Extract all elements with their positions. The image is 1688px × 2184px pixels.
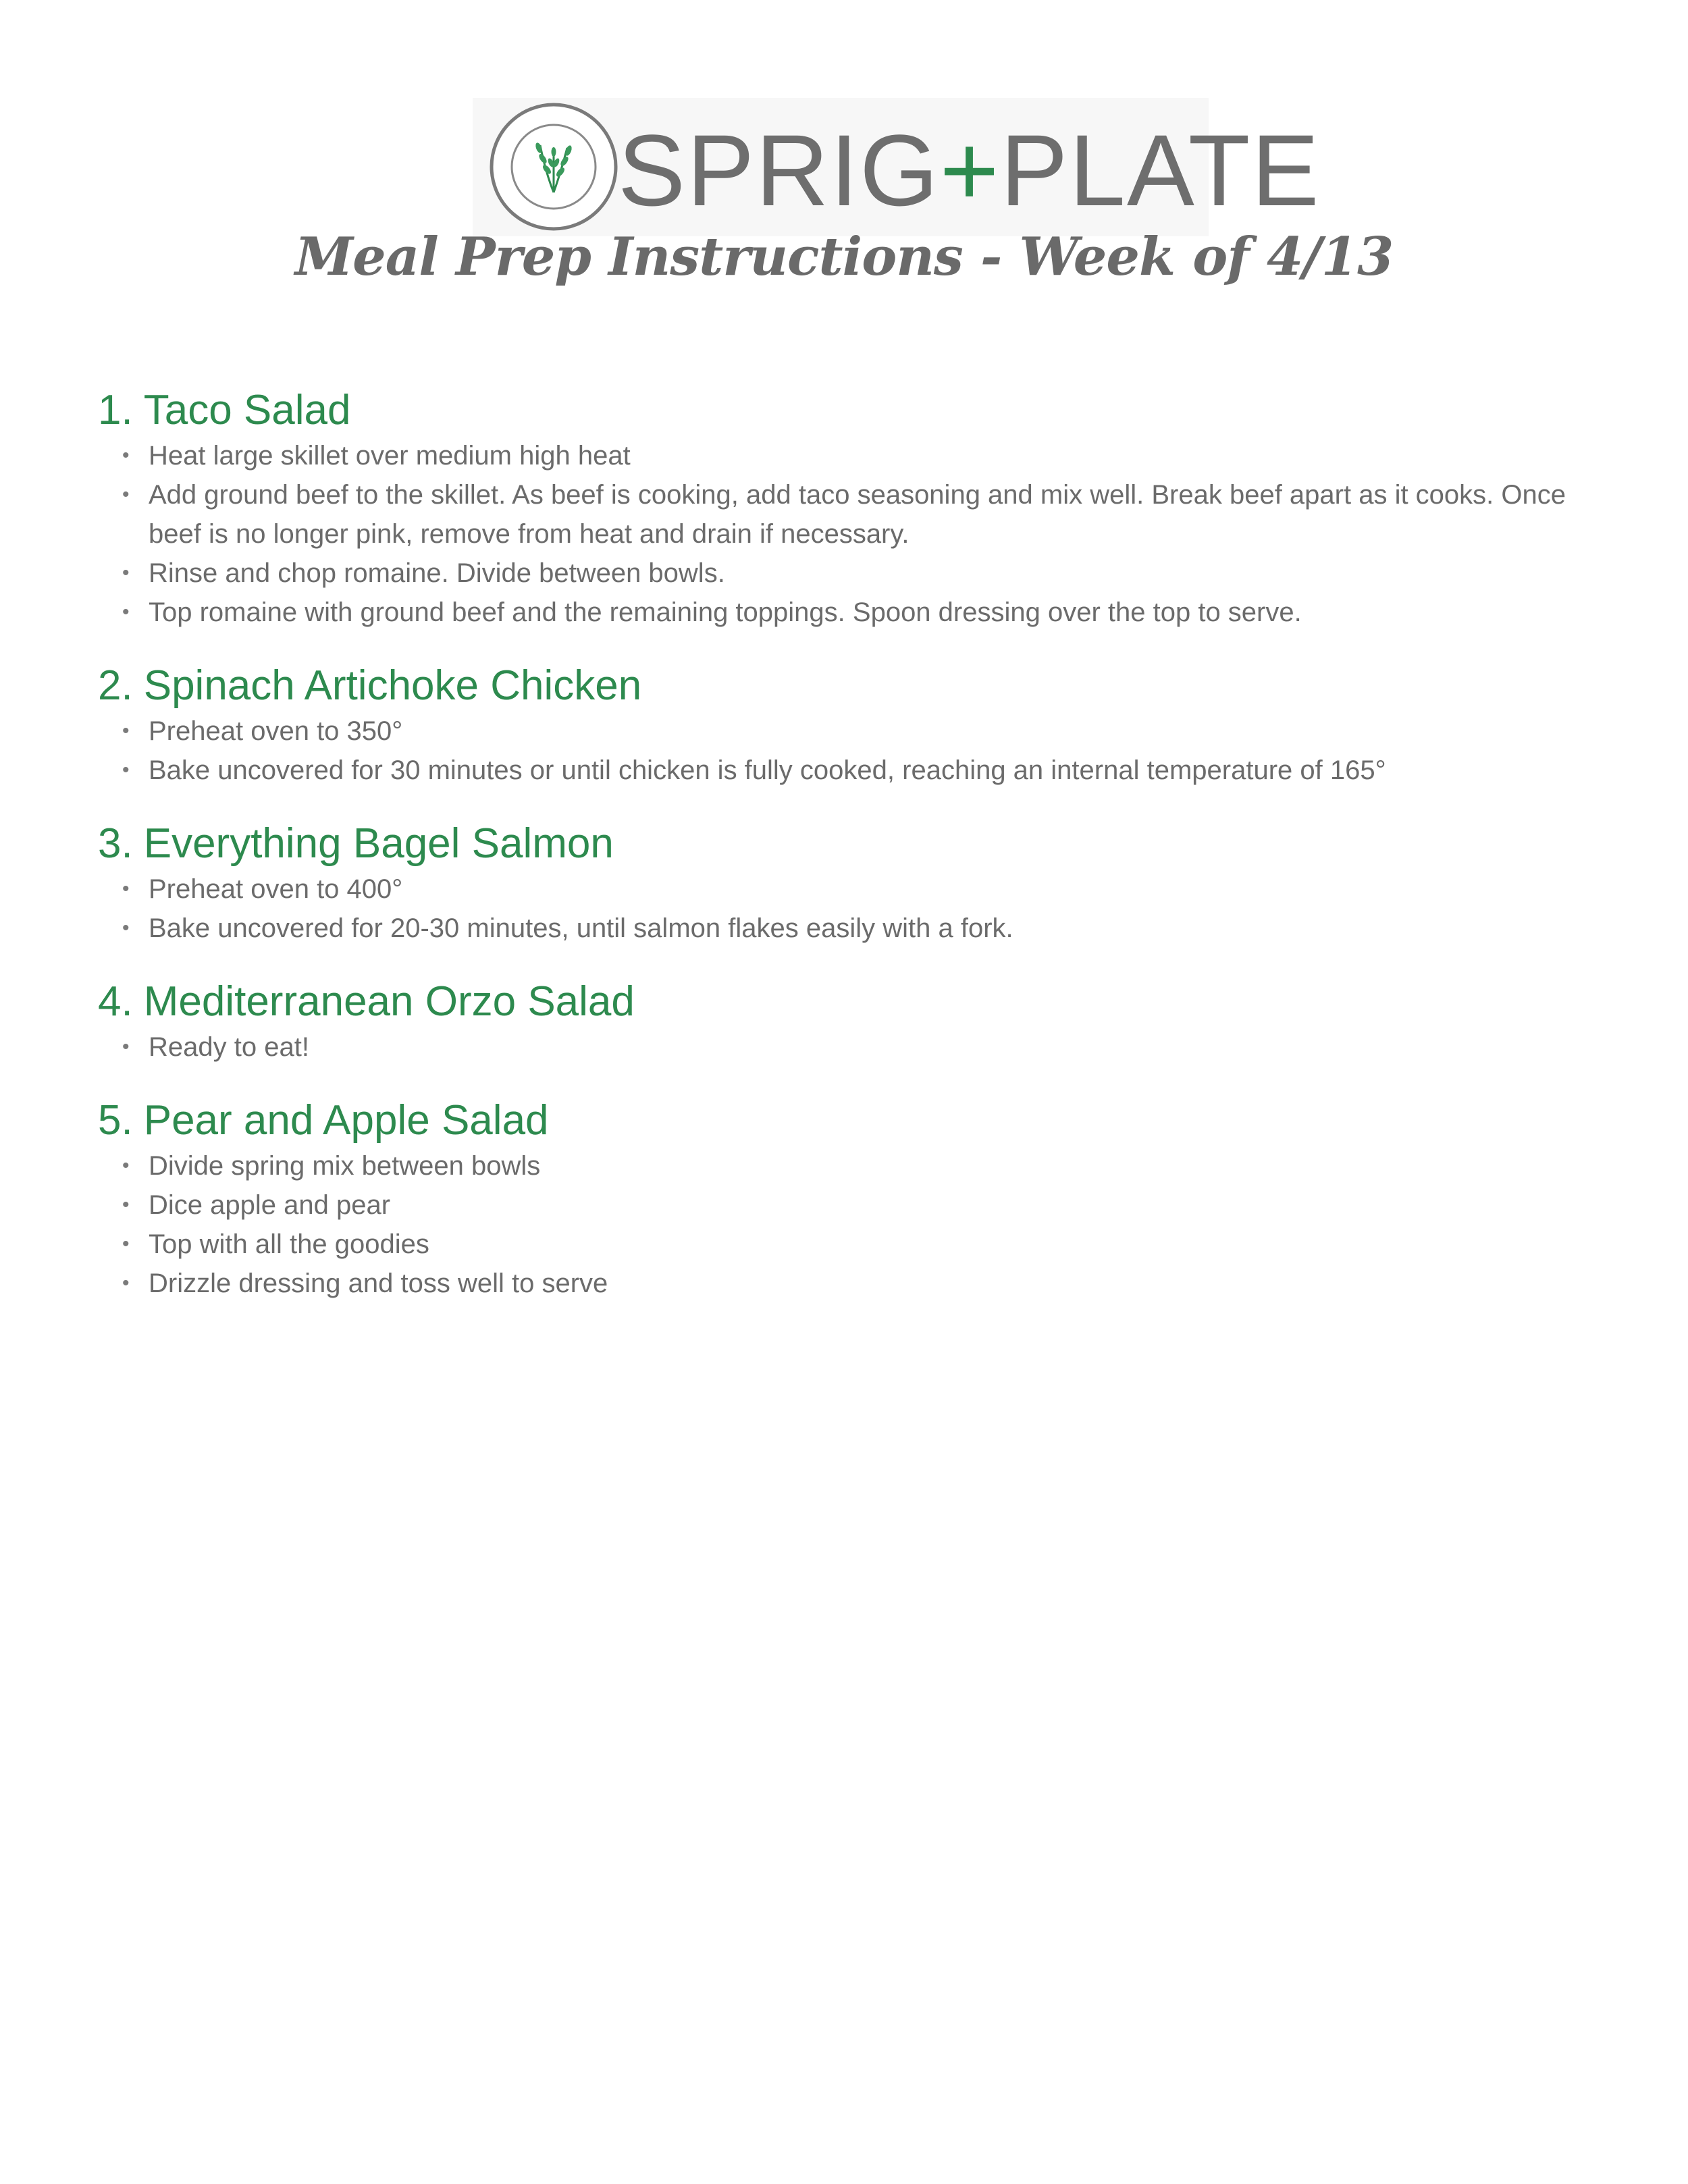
step-text: Preheat oven to 350° (149, 716, 403, 746)
recipe-name: Pear and Apple Salad (143, 1097, 549, 1144)
list-item (98, 554, 1617, 593)
brand-logo (473, 98, 1321, 236)
list-item (98, 1146, 1617, 1186)
recipe-steps (98, 870, 1617, 948)
bullet-icon: • (122, 917, 130, 939)
recipe-steps (98, 1028, 1617, 1067)
recipe-steps (98, 712, 1617, 790)
step-text: Bake uncovered for 30 minutes or until chicken is fully cooked, reaching an internal temperature of 165° (149, 755, 1386, 785)
step-text: Top with all the goodies (149, 1229, 429, 1259)
bullet-icon: • (122, 562, 130, 584)
page-subtitle: Meal Prep Instructions - Week of 4/13 (294, 226, 1394, 288)
bullet-icon: • (122, 483, 130, 506)
list-item (98, 870, 1617, 909)
recipe-number: 4. (98, 978, 133, 1025)
recipe-number: 3. (98, 820, 133, 867)
recipe-name: Spinach Artichoke Chicken (143, 662, 642, 709)
list-item (98, 475, 1617, 554)
recipe-name: Mediterranean Orzo Salad (143, 978, 635, 1025)
bullet-icon: • (122, 1154, 130, 1177)
step-text: Rinse and chop romaine. Divide between bowls. (149, 558, 725, 588)
recipe-steps (98, 436, 1617, 632)
bullet-icon: • (122, 1272, 130, 1294)
recipe-section-taco-salad (98, 385, 1617, 632)
recipe-section-everything-bagel-salmon (98, 818, 1617, 948)
step-text: Bake uncovered for 20-30 minutes, until salmon flakes easily with a fork. (149, 913, 1013, 943)
bullet-icon: • (122, 720, 130, 742)
step-text: Preheat oven to 400° (149, 874, 403, 904)
step-text: Ready to eat! (149, 1032, 309, 1062)
bullet-icon: • (122, 1194, 130, 1216)
list-item (98, 436, 1617, 475)
recipe-title (98, 660, 1617, 712)
recipe-number: 5. (98, 1097, 133, 1144)
list-item (98, 1264, 1617, 1303)
recipe-section-mediterranean-orzo-salad (98, 976, 1617, 1067)
recipe-number: 2. (98, 662, 133, 709)
step-text: Top romaine with ground beef and the remaining toppings. Spoon dressing over the top to serve. (149, 597, 1302, 627)
step-text: Dice apple and pear (149, 1190, 391, 1220)
recipe-number: 1. (98, 387, 133, 433)
list-item (98, 712, 1617, 751)
bullet-icon: • (122, 1233, 130, 1255)
step-text: Divide spring mix between bowls (149, 1151, 541, 1181)
sprig-plate-emblem-icon (485, 98, 623, 236)
bullet-icon: • (122, 601, 130, 623)
instructions-list (98, 385, 1617, 1331)
step-text: Drizzle dressing and toss well to serve (149, 1269, 608, 1298)
bullet-icon: • (122, 1036, 130, 1058)
page-header (0, 0, 1688, 324)
list-item (98, 1186, 1617, 1225)
brand-name-left: SPRIG (618, 113, 940, 227)
list-item (98, 1225, 1617, 1264)
list-item (98, 751, 1617, 790)
brand-wordmark (618, 113, 1320, 228)
recipe-steps (98, 1146, 1617, 1303)
list-item (98, 909, 1617, 948)
list-item (98, 593, 1617, 632)
brand-name-right: PLATE (1000, 113, 1321, 227)
brand-plus-sign: + (939, 113, 1001, 227)
step-text: Heat large skillet over medium high heat (149, 441, 631, 471)
recipe-name: Taco Salad (143, 387, 351, 433)
recipe-title (98, 976, 1617, 1028)
recipe-name: Everything Bagel Salmon (143, 820, 614, 867)
bullet-icon: • (122, 444, 130, 467)
recipe-title (98, 1095, 1617, 1146)
recipe-section-pear-and-apple-salad (98, 1095, 1617, 1303)
step-text: Add ground beef to the skillet. As beef is cooking, add taco seasoning and mix well. Break beef apart as it cooks. Once beef is no longer pink, remove from heat and drain if necessary. (149, 480, 1566, 549)
recipe-section-spinach-artichoke-chicken (98, 660, 1617, 790)
bullet-icon: • (122, 878, 130, 900)
bullet-icon: • (122, 759, 130, 781)
recipe-title (98, 385, 1617, 436)
list-item (98, 1028, 1617, 1067)
recipe-title (98, 818, 1617, 870)
